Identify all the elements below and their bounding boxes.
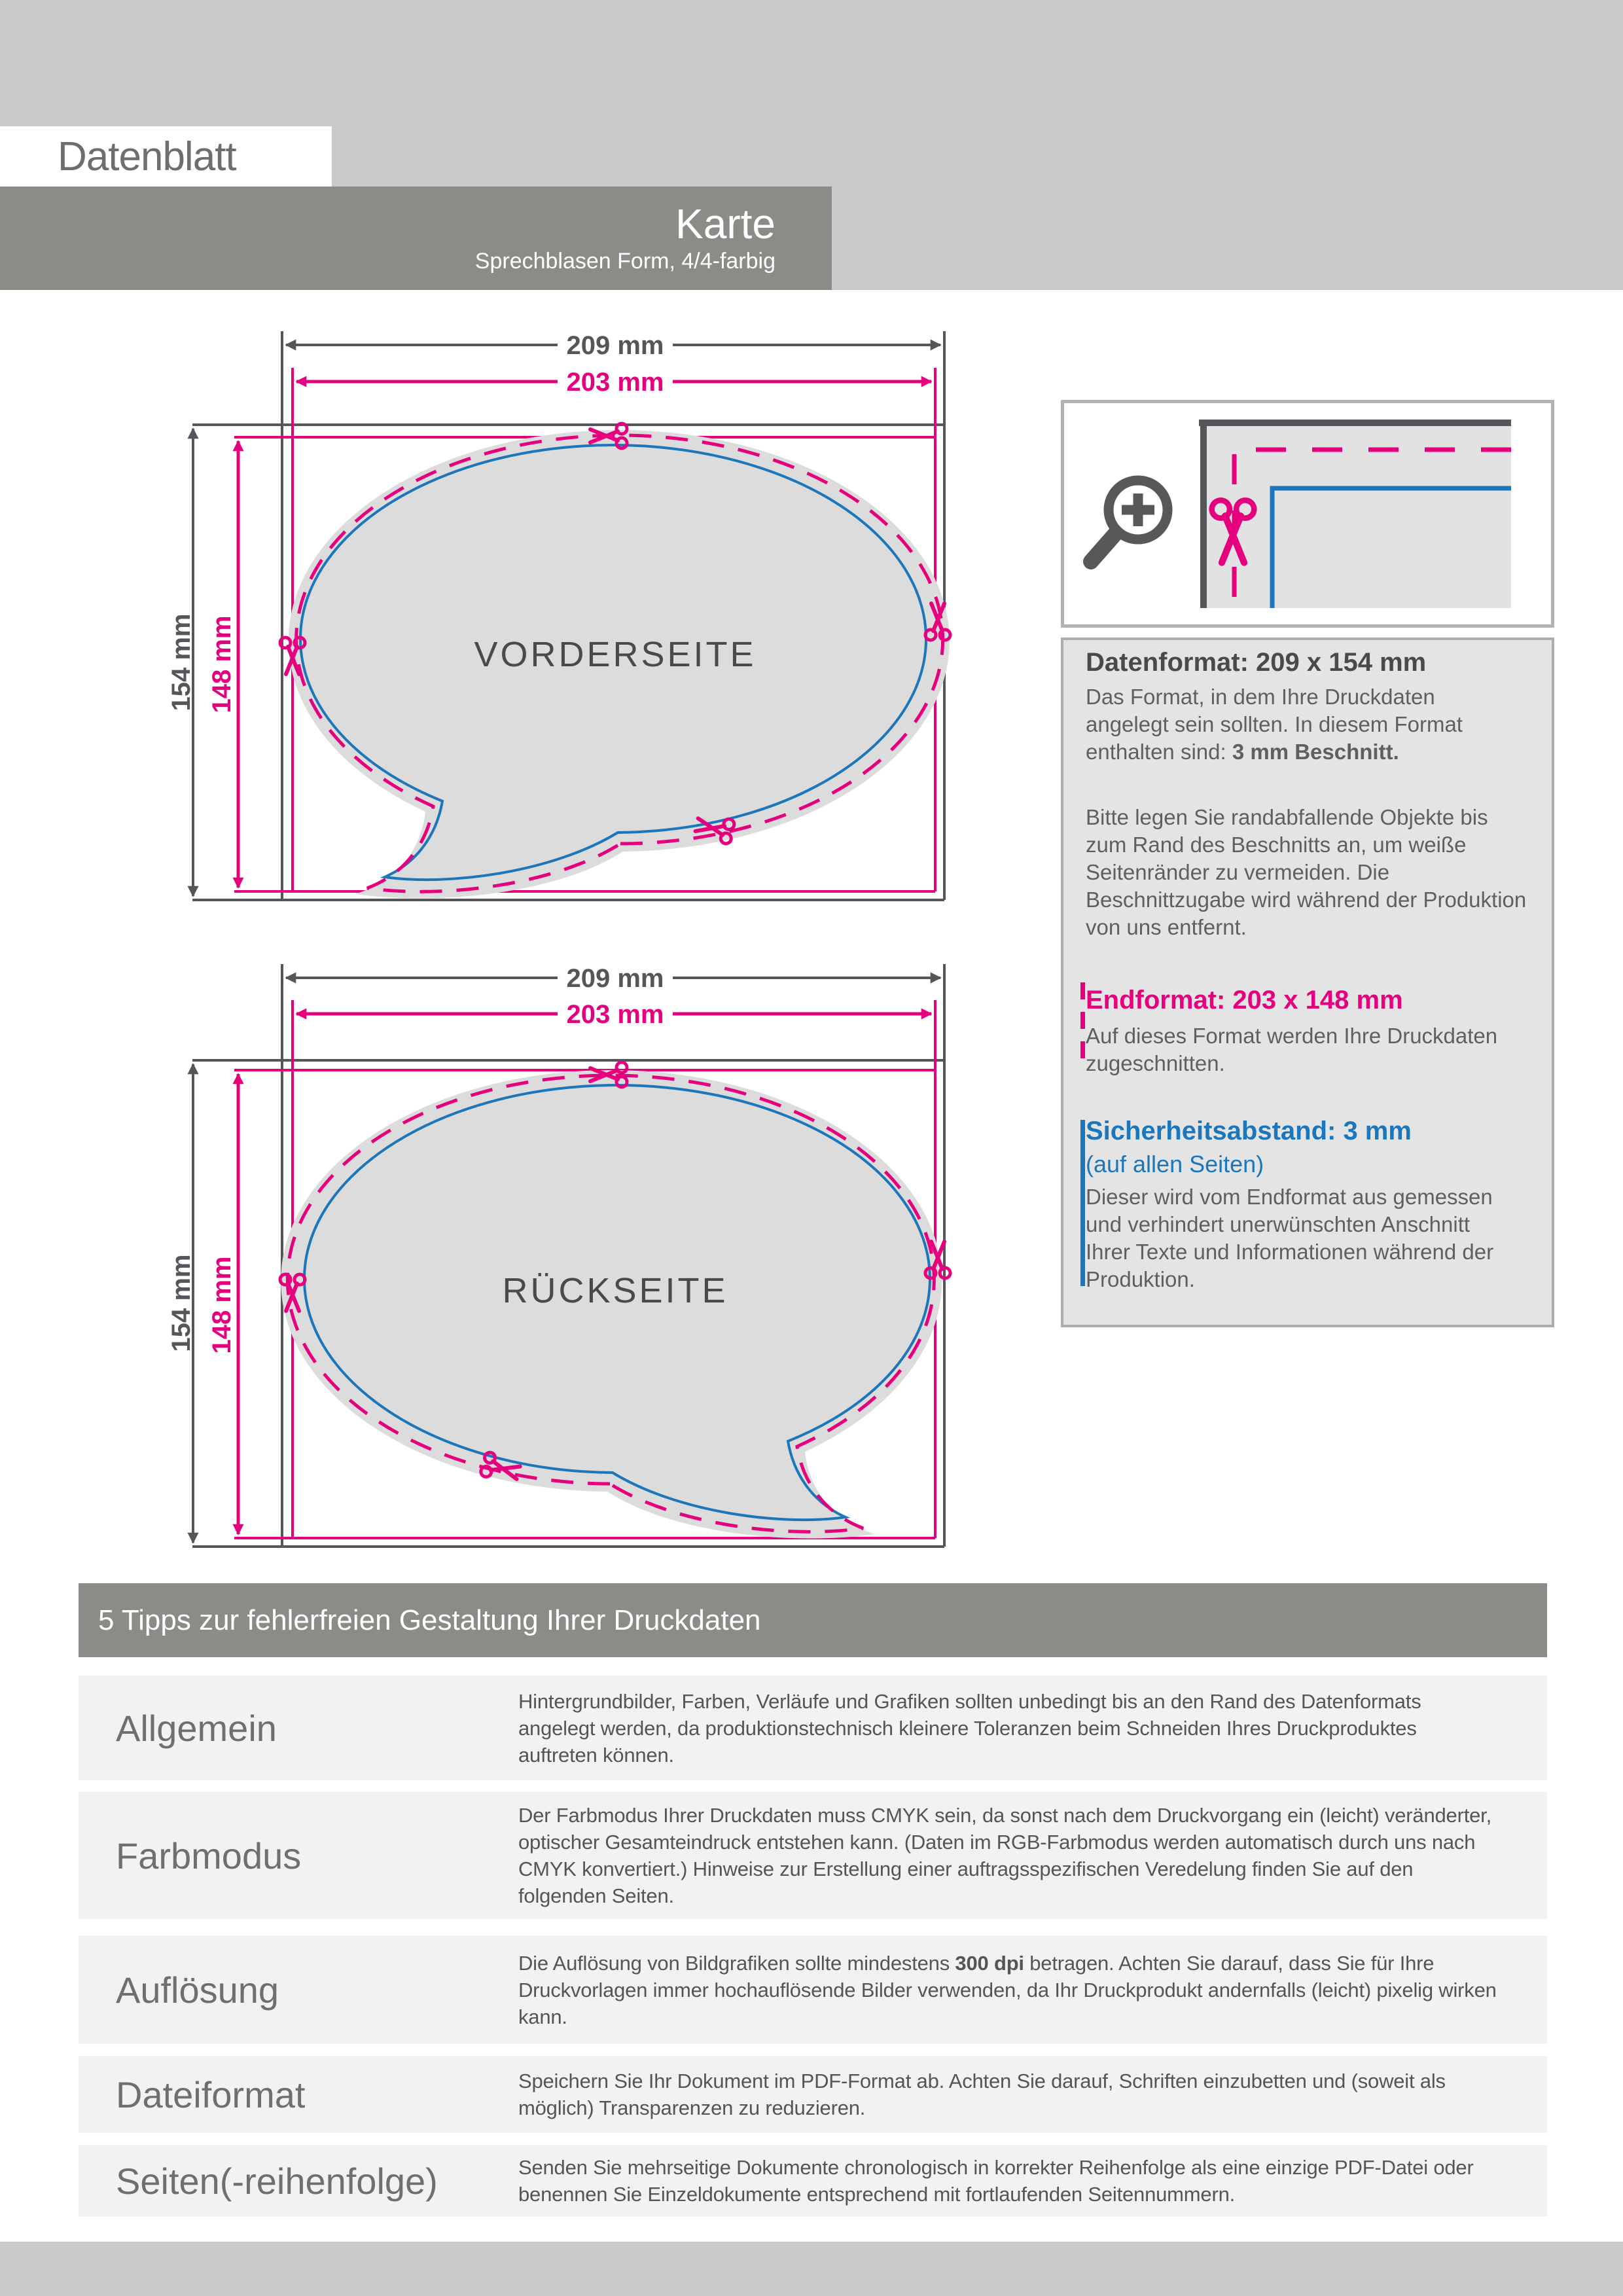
front-side-label: VORDERSEITE xyxy=(474,635,757,674)
back-side-label: RÜCKSEITE xyxy=(502,1271,728,1310)
endformat-marker xyxy=(1080,982,1085,1066)
sicherheitsabstand-subtitle: (auf allen Seiten) xyxy=(1086,1151,1264,1177)
tip-text xyxy=(518,2068,1500,2121)
front-width-inner-label: 203 mm xyxy=(566,368,664,397)
back-width-outer-label: 209 mm xyxy=(566,964,664,993)
datenformat-body-text: Das Format, in dem Ihre Druckdaten angelegt sein sollten. In diesem Format enthalten sind: xyxy=(1086,685,1463,764)
tip-label: Allgemein xyxy=(116,1707,277,1749)
tip-row-dateiformat xyxy=(79,2056,1547,2133)
tip-label: Auflösung xyxy=(116,1969,279,2011)
tip-text-pre: Senden Sie mehrseitige Dokumente chronologisch in korrekter Reihenfolge als eine einzige PDF-Datei oder benennen Sie Einzeldokumente entsprechend mit fortlaufenden Seitennummern. xyxy=(518,2156,1474,2206)
sicherheitsabstand-marker xyxy=(1080,1120,1085,1286)
front-height-outer-label: 154 mm xyxy=(167,613,196,711)
tip-text-pre: Der Farbmodus Ihrer Druckdaten muss CMYK sein, da sonst nach dem Druckvorgang ein (leicht) veränderter, optischer Gesamteindruck entstehen kann. (Daten im RGB-Farbmodus werden automatisch durch uns nach CMYK konvertiert.) Hinweise zur Erstellung einer auftragsspezifischen Veredelung finden Sie auf den folgenden Seiten. xyxy=(518,1804,1491,1907)
tip-text-pre: Speichern Sie Ihr Dokument im PDF-Format ab. Achten Sie darauf, Schriften einzubetten und (soweit als möglich) Transparenzen zu reduzieren. xyxy=(518,2070,1446,2119)
tip-row-aufloesung xyxy=(79,1935,1547,2044)
tip-label: Seiten(-reihenfolge) xyxy=(116,2160,438,2202)
endformat-title: Endformat: 203 x 148 mm xyxy=(1086,986,1403,1014)
footer-band xyxy=(0,2242,1623,2296)
tip-text-pre: Die Auflösung von Bildgrafiken sollte mindestens xyxy=(518,1951,955,1975)
datenblatt-label: Datenblatt xyxy=(58,134,236,179)
tips-header-bar xyxy=(79,1583,1547,1657)
page-subtitle: Sprechblasen Form, 4/4-farbig xyxy=(474,249,776,274)
datenformat-body2: Bitte legen Sie randabfallende Objekte bis zum Rand des Beschnitts an, um weiße Seitenränder zu vermeiden. Die Beschnittzugabe wird während der Produktion von uns entfernt. xyxy=(1086,805,1527,939)
tips-header: 5 Tipps zur fehlerfreien Gestaltung Ihrer Druckdaten xyxy=(98,1604,761,1636)
sicherheitsabstand-body: Dieser wird vom Endformat aus gemessen und verhindert unerwünschten Anschnitt Ihrer Texte und Informationen während der Produktion. xyxy=(1086,1185,1494,1291)
front-height-inner-label: 148 mm xyxy=(207,615,236,713)
format-legend xyxy=(1061,637,1554,1327)
tip-text xyxy=(518,1802,1500,1909)
datenformat-title: Datenformat: 209 x 154 mm xyxy=(1086,648,1427,677)
magnifier-plus-icon xyxy=(1091,480,1168,562)
tip-row-farbmodus xyxy=(79,1792,1547,1919)
back-width-inner-label: 203 mm xyxy=(566,1000,664,1029)
tip-text-bold: 300 dpi xyxy=(955,1951,1024,1975)
sicherheitsabstand-title: Sicherheitsabstand: 3 mm xyxy=(1086,1117,1412,1145)
endformat-body: Auf dieses Format werden Ihre Druckdaten zugeschnitten. xyxy=(1086,1024,1498,1075)
tip-text-pre: Hintergrundbilder, Farben, Verläufe und Grafiken sollten unbedingt bis an den Rand des Datenformats angelegt werden, da produktionstechnisch kleinere Toleranzen beim Schneiden Ihres Druckproduktes auftreten können. xyxy=(518,1689,1421,1767)
corner-zoom-box xyxy=(1061,400,1554,628)
datenformat-body-bold: 3 mm Beschnitt. xyxy=(1232,740,1399,764)
tip-text xyxy=(518,1950,1500,2030)
diagram-back xyxy=(167,961,950,1547)
corner-zoom-graphic xyxy=(1064,403,1551,624)
tip-text xyxy=(518,2154,1500,2208)
page-title: Karte xyxy=(675,200,776,247)
front-width-outer-label: 209 mm xyxy=(566,331,664,360)
back-height-inner-label: 148 mm xyxy=(207,1256,236,1354)
datenblatt-badge xyxy=(0,126,332,187)
tip-label: Dateiformat xyxy=(116,2073,306,2115)
tip-row-seitenreihenfolge xyxy=(79,2145,1547,2217)
tip-row-allgemein xyxy=(79,1676,1547,1780)
product-header xyxy=(0,187,832,290)
tip-label: Farbmodus xyxy=(116,1835,302,1876)
tip-text xyxy=(518,1688,1500,1768)
datenformat-body xyxy=(1086,683,1518,766)
back-height-outer-label: 154 mm xyxy=(167,1254,196,1352)
format-diagrams xyxy=(157,301,1008,1584)
tip-text-post: betragen. Achten Sie darauf, dass Sie für Ihre Druckvorlagen immer hochauflösende Bilder verwenden, da Ihr Druckprodukt andernfalls (leicht) pixelig wirken kann. xyxy=(518,1951,1497,2028)
diagram-front xyxy=(167,328,950,900)
